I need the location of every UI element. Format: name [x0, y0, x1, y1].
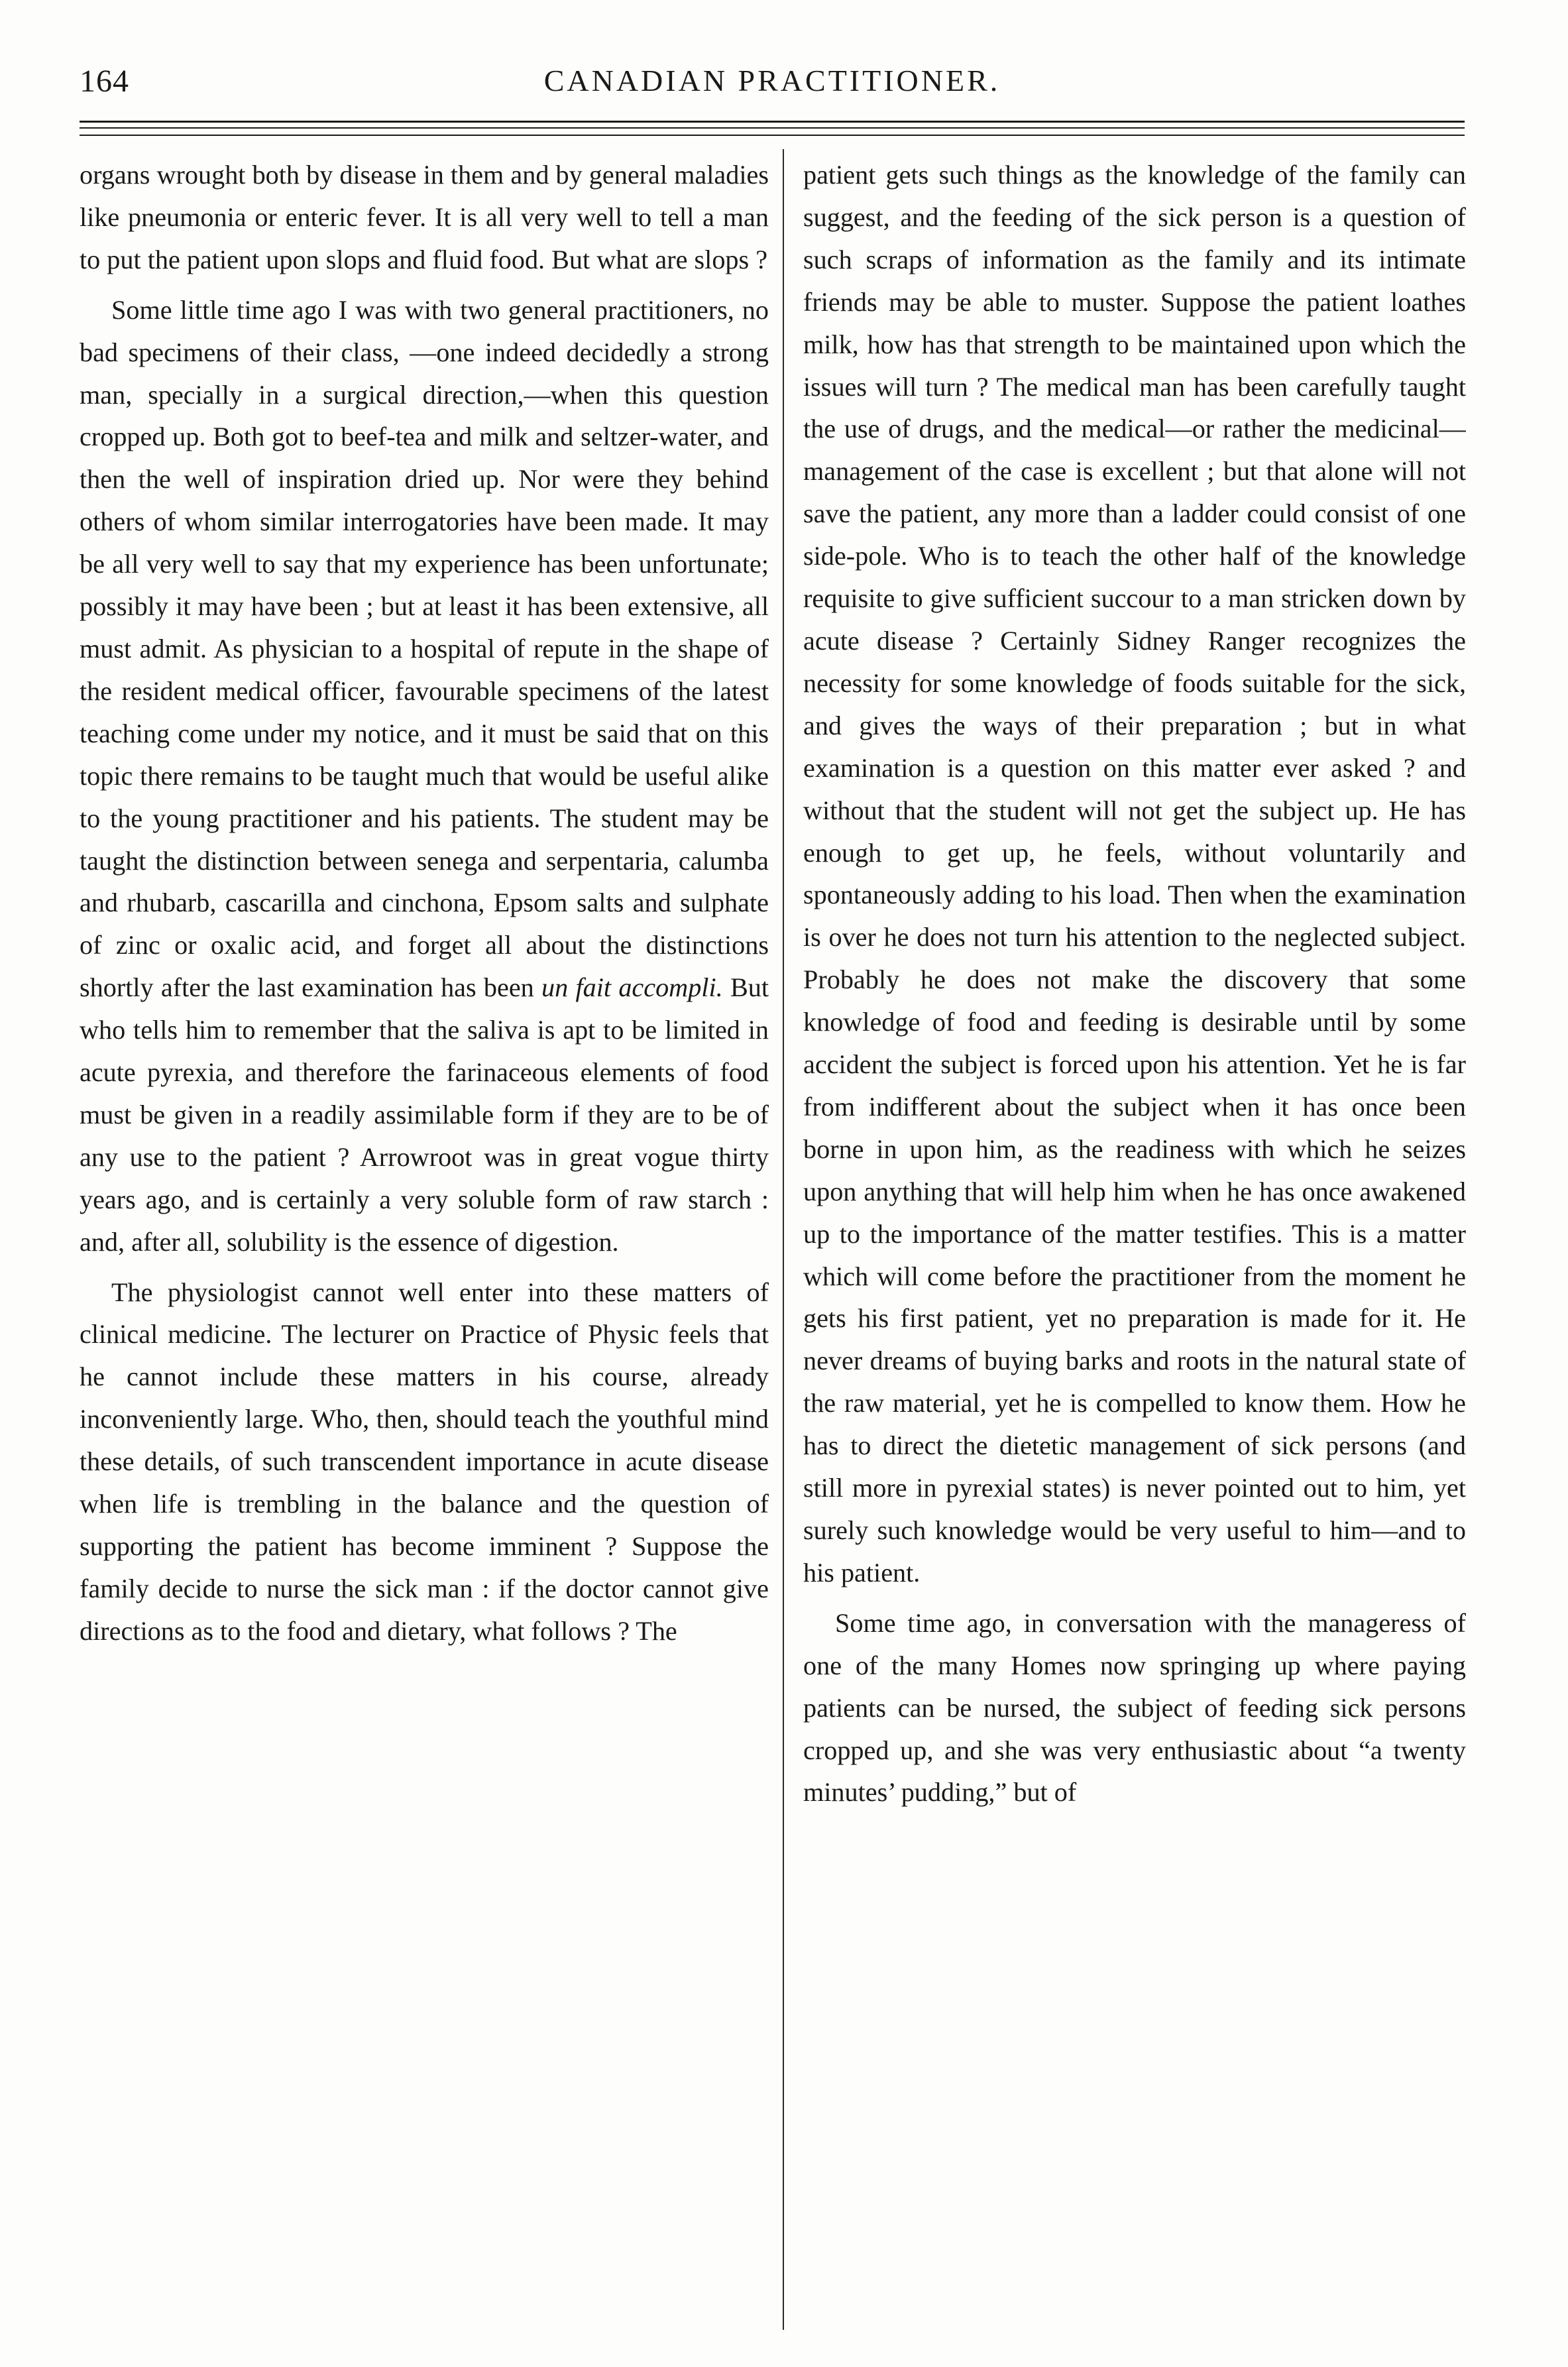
paragraph: patient gets such things as the knowledge of the family can suggest, and the feeding of the sick person is a question of such scraps of information as the family and its intimate friends may be able to muster. Suppose the patient loathes milk, how has that strength to be maintained upon which the issues will turn ? The medical man has been carefully taught the use of drugs, and the medical—or rather the medicinal—management of the case is excellent ; but that alone will not save the patient, any more than a ladder could consist of one side-pole. Who is to teach the other half of the knowledge requisite to give sufficient succour to a man stricken down by acute disease ? Certainly Sidney Ranger recognizes the necessity for some knowledge of foods suitable for the sick, and gives the ways of their preparation ; but in what examination is a question on this matter ever asked ? and without that the student will not get the subject up. He has enough to get up, he feels, without voluntarily and spontaneously adding to his load. Then when the examination is over he does not turn his attention to the neglected subject. Probably he does not make the discovery that some knowledge of food and feeding is desirable until by some accident the subject is forced upon his attention. Yet he is far from indifferent about the subject when it has once been borne in upon him, as the readiness with which he seizes upon anything that will help him when he has once awakened up to the importance of the matter testifies. This is a matter which will come before the practitioner from the moment he gets his first patient, yet no preparation is made for it. He never dreams of buying barks and roots in the natural state of the raw material, yet he is compelled to know them. How he has to direct the dietetic management of sick persons (and still more in pyrexial states) is never pointed out to him, yet surely such knowledge would be very useful to him—and to his patient. — [803, 160, 1466, 1588]
paragraph: The physiologist cannot well enter into these matters of clinical medicine. The lecturer on Practice of Physic feels that he cannot include these matters in his course, already inconveniently large. Who, then, should teach the youthful mind these details, of such transcendent importance in acute disease when life is trembling in the balance and the question of supporting the patient has become imminent ? Suppose the family decide to nurse the sick man : if the doctor cannot give directions as to the food and dietary, what follows ? The — [80, 1277, 769, 1646]
paragraph: Some time ago, in conversation with the manageress of one of the many Homes now springing up where paying patients can be nursed, the subject of feeding sick persons cropped up, and she was very enthusiastic about “a twenty minutes’ pudding,” but of — [803, 1607, 1466, 1808]
paragraph: organs wrought both by disease in them and by general maladies like pneumonia or enteric fever. It is all very well to tell a man to put the patient upon slops and fluid food. But what are slops ? — [80, 160, 769, 274]
header-rule — [80, 135, 1465, 136]
left-column — [80, 154, 769, 2335]
header-rule — [80, 121, 1465, 123]
right-column — [803, 154, 1466, 2335]
paragraph-text: But who tells him to remember that the saliva is apt to be limited in acute pyrexia, and therefore the farinaceous elements of food must be given in a readily assimilable form if they are to be of any use to the patient ? Arrowroot was in great vogue thirty years ago, and is certainly a very soluble form of raw starch : and, after all, solubility is the essence of digestion. — [80, 972, 769, 1257]
column-divider — [783, 149, 784, 2330]
paragraph-text: Some little time ago I was with two general practitioners, no bad specimens of their class, —one indeed decidedly a strong man, specially in a surgical direction,—when this question cropped up. Both got to beef-tea and milk and seltzer-water, and then the well of inspiration dried up. Nor were they behind others of whom similar interrogatories have been made. It may be all very well to say that my experience has been unfortunate; possibly it may have been ; but at least it has been extensive, all must admit. As physician to a hospital of repute in the shape of the resident medical officer, favourable specimens of the latest teaching come under my notice, and it must be said that on this topic there remains to be taught much that would be useful alike to the young practitioner and his patients. The student may be taught the distinction between senega and serpentaria, calumba and rhubarb, cascarilla and cinchona, Epsom salts and sulphate of zinc or oxalic acid, and forget all about the distinctions shortly after the last examination has been — [80, 294, 769, 1003]
page-number: 164 — [80, 64, 129, 99]
page-header — [80, 63, 1465, 116]
italic-phrase: un fait accompli. — [541, 972, 723, 1003]
header-rule — [80, 127, 1465, 129]
running-title: CANADIAN PRACTITIONER. — [543, 64, 1001, 97]
paragraph — [80, 289, 769, 1263]
